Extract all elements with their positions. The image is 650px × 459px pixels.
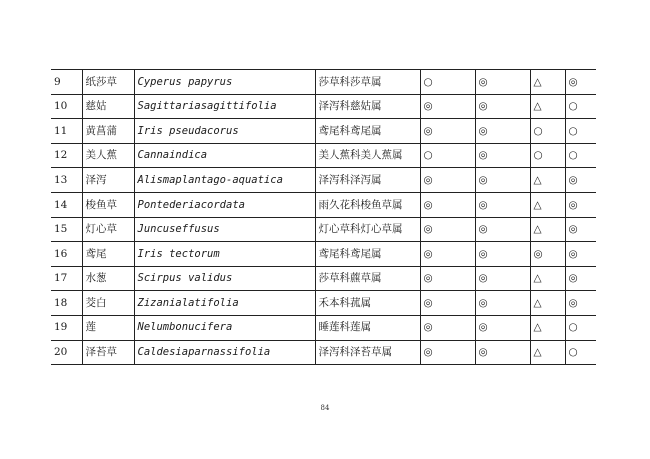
rating-3: △ bbox=[530, 168, 565, 193]
row-number: 16 bbox=[51, 242, 82, 267]
family-genus: 美人蕉科美人蕉属 bbox=[315, 143, 420, 168]
table-row bbox=[51, 168, 596, 193]
latin-name: Pontederiacordata bbox=[134, 192, 315, 217]
rating-4: ○ bbox=[565, 340, 596, 365]
rating-4: ◎ bbox=[565, 168, 596, 193]
latin-name: Juncuseffusus bbox=[134, 217, 315, 242]
common-name: 茭白 bbox=[82, 291, 134, 316]
rating-2: ◎ bbox=[475, 168, 530, 193]
common-name: 泽苔草 bbox=[82, 340, 134, 365]
row-number: 12 bbox=[51, 143, 82, 168]
family-genus: 鸢尾科鸢尾属 bbox=[315, 242, 420, 267]
common-name: 鸢尾 bbox=[82, 242, 134, 267]
rating-4: ◎ bbox=[565, 266, 596, 291]
rating-2: ◎ bbox=[475, 119, 530, 144]
rating-1: ◎ bbox=[420, 266, 475, 291]
rating-3: ○ bbox=[530, 119, 565, 144]
rating-3: △ bbox=[530, 192, 565, 217]
rating-4: ◎ bbox=[565, 192, 596, 217]
family-genus: 禾本科菰属 bbox=[315, 291, 420, 316]
rating-3: △ bbox=[530, 94, 565, 119]
table-row bbox=[51, 192, 596, 217]
rating-3: △ bbox=[530, 217, 565, 242]
latin-name: Iris pseudacorus bbox=[134, 119, 315, 144]
table-row bbox=[51, 94, 596, 119]
rating-4: ◎ bbox=[565, 242, 596, 267]
rating-1: ◎ bbox=[420, 291, 475, 316]
family-genus: 灯心草科灯心草属 bbox=[315, 217, 420, 242]
row-number: 10 bbox=[51, 94, 82, 119]
rating-2: ◎ bbox=[475, 242, 530, 267]
rating-2: ◎ bbox=[475, 266, 530, 291]
rating-1: ◎ bbox=[420, 192, 475, 217]
rating-1: ○ bbox=[420, 70, 475, 95]
latin-name: Iris tectorum bbox=[134, 242, 315, 267]
latin-name: Zizanialatifolia bbox=[134, 291, 315, 316]
common-name: 灯心草 bbox=[82, 217, 134, 242]
table-row bbox=[51, 266, 596, 291]
latin-name: Cyperus papyrus bbox=[134, 70, 315, 95]
row-number: 13 bbox=[51, 168, 82, 193]
rating-3: △ bbox=[530, 291, 565, 316]
table-row bbox=[51, 217, 596, 242]
rating-4: ○ bbox=[565, 119, 596, 144]
rating-3: △ bbox=[530, 315, 565, 340]
rating-1: ◎ bbox=[420, 242, 475, 267]
rating-3: ○ bbox=[530, 143, 565, 168]
rating-2: ◎ bbox=[475, 143, 530, 168]
row-number: 15 bbox=[51, 217, 82, 242]
rating-1: ○ bbox=[420, 143, 475, 168]
rating-2: ◎ bbox=[475, 340, 530, 365]
rating-1: ◎ bbox=[420, 315, 475, 340]
rating-1: ◎ bbox=[420, 119, 475, 144]
row-number: 18 bbox=[51, 291, 82, 316]
family-genus: 鸢尾科鸢尾属 bbox=[315, 119, 420, 144]
common-name: 泽泻 bbox=[82, 168, 134, 193]
rating-3: △ bbox=[530, 266, 565, 291]
family-genus: 睡莲科莲属 bbox=[315, 315, 420, 340]
common-name: 美人蕉 bbox=[82, 143, 134, 168]
rating-3: △ bbox=[530, 70, 565, 95]
row-number: 19 bbox=[51, 315, 82, 340]
table-body bbox=[51, 70, 596, 365]
table-row bbox=[51, 242, 596, 267]
table-row bbox=[51, 315, 596, 340]
rating-1: ◎ bbox=[420, 340, 475, 365]
family-genus: 泽泻科泽泻属 bbox=[315, 168, 420, 193]
rating-1: ◎ bbox=[420, 168, 475, 193]
rating-2: ◎ bbox=[475, 291, 530, 316]
row-number: 20 bbox=[51, 340, 82, 365]
table-row bbox=[51, 70, 596, 95]
rating-4: ◎ bbox=[565, 217, 596, 242]
rating-1: ◎ bbox=[420, 94, 475, 119]
row-number: 9 bbox=[51, 70, 82, 95]
row-number: 11 bbox=[51, 119, 82, 144]
common-name: 梭鱼草 bbox=[82, 192, 134, 217]
rating-3: △ bbox=[530, 340, 565, 365]
family-genus: 莎草科藨草属 bbox=[315, 266, 420, 291]
row-number: 14 bbox=[51, 192, 82, 217]
page-number: 84 bbox=[320, 404, 330, 412]
latin-name: Scirpus validus bbox=[134, 266, 315, 291]
row-number: 17 bbox=[51, 266, 82, 291]
common-name: 纸莎草 bbox=[82, 70, 134, 95]
rating-4: ◎ bbox=[565, 70, 596, 95]
common-name: 黄菖蒲 bbox=[82, 119, 134, 144]
rating-2: ◎ bbox=[475, 192, 530, 217]
rating-2: ◎ bbox=[475, 217, 530, 242]
family-genus: 莎草科莎草属 bbox=[315, 70, 420, 95]
latin-name: Cannaindica bbox=[134, 143, 315, 168]
family-genus: 泽泻科泽苔草属 bbox=[315, 340, 420, 365]
rating-4: ○ bbox=[565, 143, 596, 168]
latin-name: Alismaplantago-aquatica bbox=[134, 168, 315, 193]
table-row bbox=[51, 340, 596, 365]
family-genus: 泽泻科慈姑属 bbox=[315, 94, 420, 119]
rating-3: ◎ bbox=[530, 242, 565, 267]
rating-4: ○ bbox=[565, 315, 596, 340]
table-row bbox=[51, 143, 596, 168]
common-name: 莲 bbox=[82, 315, 134, 340]
latin-name: Nelumbonucifera bbox=[134, 315, 315, 340]
common-name: 慈姑 bbox=[82, 94, 134, 119]
family-genus: 雨久花科梭鱼草属 bbox=[315, 192, 420, 217]
rating-4: ○ bbox=[565, 94, 596, 119]
rating-2: ◎ bbox=[475, 315, 530, 340]
common-name: 水葱 bbox=[82, 266, 134, 291]
latin-name: Sagittariasagittifolia bbox=[134, 94, 315, 119]
rating-2: ◎ bbox=[475, 94, 530, 119]
plant-species-table bbox=[51, 69, 596, 365]
latin-name: Caldesiaparnassifolia bbox=[134, 340, 315, 365]
rating-2: ◎ bbox=[475, 70, 530, 95]
table-row bbox=[51, 291, 596, 316]
rating-1: ◎ bbox=[420, 217, 475, 242]
table-row bbox=[51, 119, 596, 144]
rating-4: ◎ bbox=[565, 291, 596, 316]
